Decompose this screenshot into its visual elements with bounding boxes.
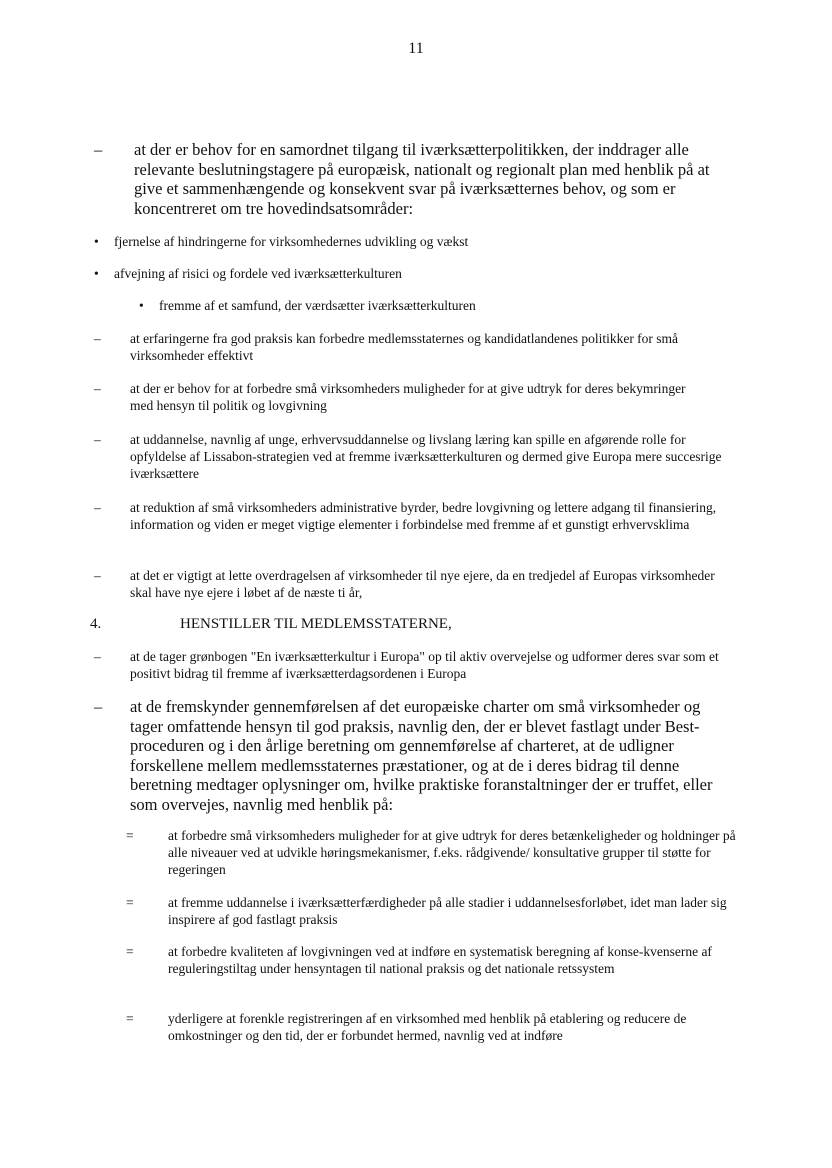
dash-item (94, 567, 744, 603)
dash-marker: – (94, 331, 101, 346)
sub-item-text: at forbedre kvaliteten af lovgivningen ved at indføre en systematisk beregning af konse-kvenserne af reguleringstiltag under hensyntagen til national praksis og det nationale retssystem (168, 944, 712, 976)
sub-item (126, 1010, 746, 1046)
section-title: HENSTILLER TIL MEDLEMSSTATERNE, (180, 616, 452, 632)
dash-marker: – (94, 649, 101, 664)
dash-item (94, 648, 744, 684)
bullet-text: afvejning af risici og fordele ved iværksætterkulturen (114, 266, 402, 281)
bullet-marker: • (94, 234, 99, 249)
dash-marker: – (94, 140, 103, 159)
dash-text: at reduktion af små virksomheders administrative byrder, bedre lovgivning og lettere adgang til finansiering, information og viden er meget vigtige elementer i forbindelse med fremme af et gunstigt erhvervsklima (130, 500, 717, 532)
bullet-item (139, 297, 739, 317)
bullet-item (94, 233, 734, 253)
sub-item (126, 894, 746, 930)
sub-item-text: at fremme uddannelse i iværksætterfærdigheder på alle stadier i uddannelsesforløbet, idet man lader sig inspirere af god fastlagt praksis (168, 895, 727, 927)
sub-item (126, 943, 746, 997)
equals-marker: = (126, 1011, 134, 1026)
dash-item (94, 697, 744, 817)
intro-text: at der er behov for en samordnet tilgang til iværksætterpolitikken, der inddrager alle relevante beslutningstagere på europæisk, nationalt og regionalt plan med henblik på at give et sammenhængende og konsekvent svar på iværksætternes behov, og som er koncentreret om tre hovedindsatsområder: (134, 140, 710, 218)
bullet-item (94, 265, 734, 285)
dash-marker: – (94, 432, 101, 447)
bullet-marker: • (139, 298, 144, 313)
dash-marker: – (94, 500, 101, 515)
section-heading (90, 615, 740, 635)
intro-item (94, 140, 734, 220)
sub-item (126, 827, 746, 881)
section-number: 4. (90, 616, 102, 632)
sub-item-text: yderligere at forenkle registreringen af en virksomhed med henblik på etablering og reducere de omkostninger og den tid, der er forbundet hermed, navnlig ved at indføre (168, 1011, 687, 1043)
bullet-text: fremme af et samfund, der værdsætter iværksætterkulturen (159, 298, 476, 313)
dash-text: at uddannelse, navnlig af unge, erhvervsuddannelse og livslang læring kan spille en afgørende rolle for opfyldelse af Lissabon-strategien ved at fremme iværksætterkulturen og dermed give Europa mere succesrige iværksættere (130, 432, 722, 481)
dash-item (94, 380, 744, 416)
dash-text: at de tager grønbogen "En iværksætterkultur i Europa" op til aktiv overvejelse og udformer deres svar som et positivt bidrag til fremme af iværksætterdagsordenen i Europa (130, 649, 719, 681)
dash-item (94, 499, 744, 553)
bullet-text: fjernelse af hindringerne for virksomhedernes udvikling og vækst (114, 234, 469, 249)
equals-marker: = (126, 828, 134, 843)
dash-item (94, 431, 744, 485)
equals-marker: = (126, 895, 134, 910)
dash-marker: – (94, 697, 103, 716)
dash-text: at det er vigtigt at lette overdragelsen af virksomheder til nye ejere, da en tredjedel af Europas virksomheder skal have nye ejere i løbet af de næste ti år, (130, 568, 715, 600)
dash-text: at der er behov for at forbedre små virksomheders muligheder for at give udtryk for deres bekymringer med hensyn til politik og lovgivning (130, 381, 686, 413)
dash-marker: – (94, 568, 101, 583)
page-number: 11 (408, 40, 424, 57)
dash-item (94, 330, 744, 366)
dash-text: at erfaringerne fra god praksis kan forbedre medlemsstaternes og kandidatlandenes politikker for små virksomheder effektivt (130, 331, 679, 363)
sub-item-text: at forbedre små virksomheders muligheder for at give udtryk for deres betænkeligheder og holdninger på alle niveauer ved at udvikle høringsmekanismer, f.eks. rådgivende/ konsultative grupper til støtte for regeringen (168, 828, 736, 877)
dash-text: at de fremskynder gennemførelsen af det europæiske charter om små virksomheder og tager omfattende hensyn til god praksis, navnlig den, der er blevet fastlagt under Best-proceduren og i den årlige beretning om gennemførelse af charteret, at de udligner forskellene mellem medlemsstaternes præstationer, og at de i deres bidrag til denne beretning medtager oplysninger om, hvilke praktiske foranstaltninger der er truffet, eller som overvejes, navnlig med henblik på: (130, 697, 713, 814)
dash-marker: – (94, 381, 101, 396)
bullet-marker: • (94, 266, 99, 281)
equals-marker: = (126, 944, 134, 959)
